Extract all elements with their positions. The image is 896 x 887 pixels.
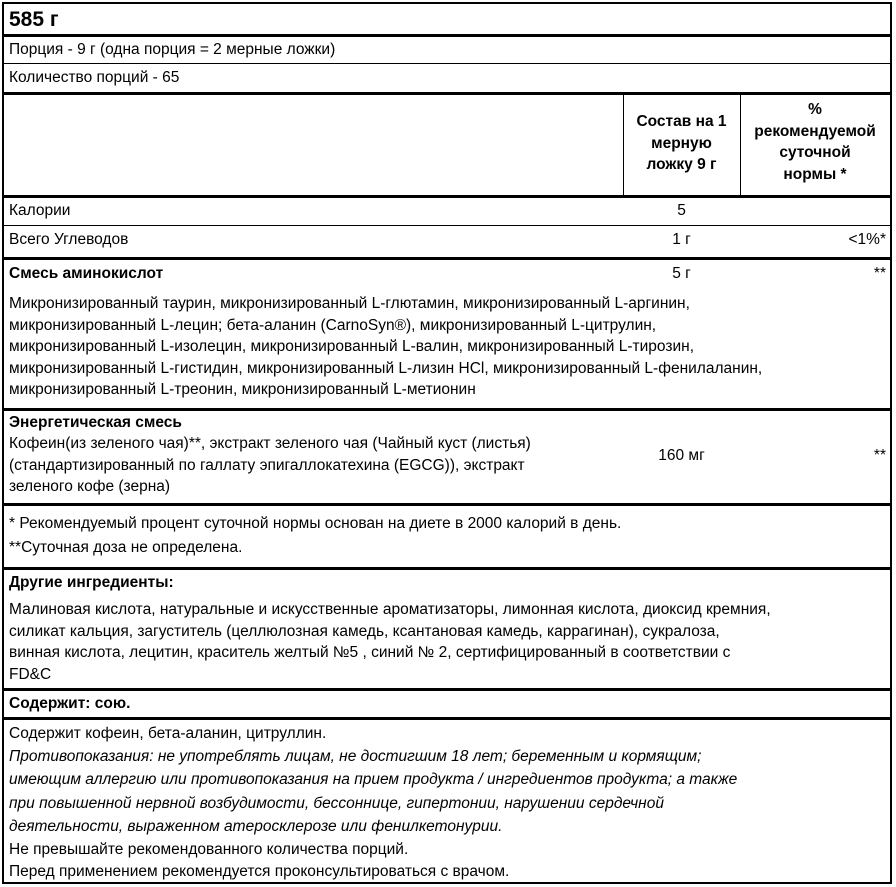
divider: [4, 34, 890, 37]
daily-value-header: % рекомендуемой суточной нормы *: [754, 101, 876, 183]
divider: [4, 408, 890, 411]
energy-daily-value: **: [873, 447, 886, 464]
carbs-daily-value: <1%*: [848, 231, 886, 248]
energy-amount: 160 мг: [658, 447, 705, 464]
divider: [4, 225, 890, 226]
warning-contents: Содержит кофеин, бета-аланин, цитруллин.: [9, 725, 327, 742]
not-determined-footnote: **Суточная доза не определена.: [9, 539, 243, 556]
divider: [4, 567, 890, 570]
contraindications: Противопоказания: не употреблять лицам, не достигшим 18 лет; беременным и кормящим; имеющим аллергию или противопоказания на прием продукта / ингредиентов продукта; а также при повышенной нервной возбудимости, бессоннице, гипертонии, нарушении сердечной деятельности, выраженном атеросклерозе или фенилкетонурии.: [9, 748, 738, 835]
carbs-label: Всего Углеводов: [9, 231, 129, 248]
divider: [4, 717, 890, 720]
carbs-amount: 1 г: [672, 231, 691, 248]
nutrition-facts-label: [2, 2, 892, 884]
servings-count: Количество порций - 65: [9, 69, 180, 86]
divider: [4, 503, 890, 506]
warning-dosage: Не превышайте рекомендованного количества порций.: [9, 841, 409, 858]
divider: [4, 257, 890, 260]
energy-title: Энергетическая смесь: [9, 414, 182, 431]
energy-ingredients: Кофеин(из зеленого чая)**, экстракт зеленого чая (Чайный куст (листья) (стандартизированный по галлату эпигаллокатехина (EGCG)), экстракт зеленого кофе (зерна): [9, 435, 531, 495]
daily-value-footnote: * Рекомендуемый процент суточной нормы основан на диете в 2000 калорий в день.: [9, 515, 622, 532]
per-serving-header: Состав на 1 мерную ложку 9 г: [636, 113, 727, 173]
divider: [4, 688, 890, 691]
net-weight: 585 г: [9, 8, 59, 31]
amino-ingredients: Микронизированный таурин, микронизированный L-глютамин, микронизированный L-аргинин, микронизированный L-лецин; бета-аланин (CarnoSyn®), микронизированный L-цитрулин, микронизированный L-изолецин, микронизированный L-валин, микронизированный L-тирозин, микронизированный L-гистидин, микронизированный L-лизин HCl, микронизированный L-фенилаланин, микронизированный L-треонин, микронизированный L-метионин: [9, 295, 763, 398]
serving-size: Порция - 9 г (одна порция = 2 мерные ложки): [9, 41, 336, 58]
other-ingredients-title: Другие ингредиенты:: [9, 574, 174, 591]
other-ingredients-text: Малиновая кислота, натуральные и искусственные ароматизаторы, лимонная кислота, диоксид кремния, силикат кальция, загуститель (целлюлозная камедь, ксантановая камедь, каррагинан), сукралоза, винная кислота, лецитин, краситель желтый №5 , синий № 2, сертифицированный в соответствии с FD&C: [9, 601, 771, 683]
warning-consult: Перед применением рекомендуется проконсультироваться с врачом.: [9, 863, 510, 880]
amino-daily-value: **: [873, 265, 886, 282]
amino-amount: 5 г: [672, 265, 691, 282]
amino-title: Смесь аминокислот: [9, 265, 164, 282]
divider: [4, 195, 890, 198]
divider: [4, 63, 890, 64]
divider: [4, 92, 890, 95]
allergen-statement: Содержит: сою.: [9, 695, 131, 712]
calories-amount: 5: [677, 202, 686, 219]
calories-label: Калории: [9, 202, 71, 219]
